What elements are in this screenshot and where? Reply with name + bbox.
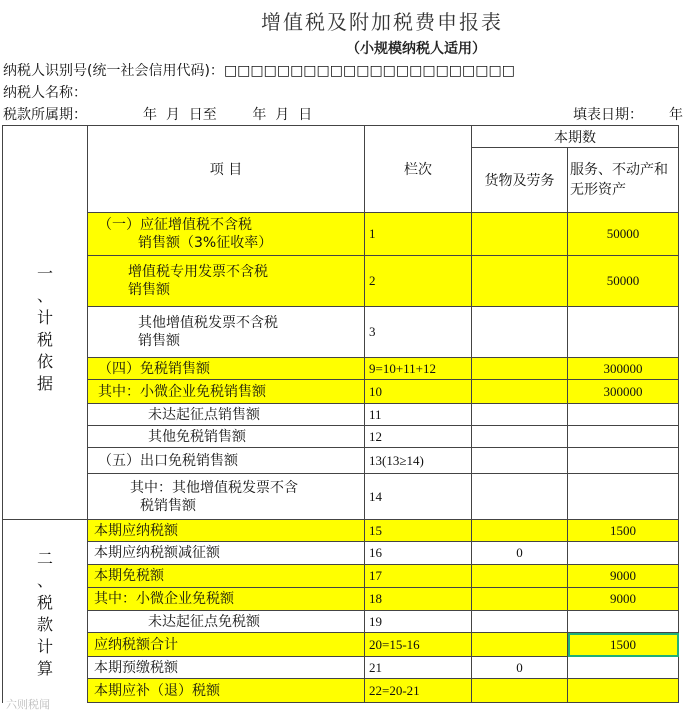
form-subtitle: （小规模纳税人适用） [346, 41, 486, 57]
row-services-3[interactable] [568, 307, 679, 358]
row-goods-17[interactable] [472, 565, 568, 588]
row-goods-22[interactable] [472, 679, 568, 703]
row-item-3: 其他增值税发票不含税 销售额 [88, 307, 365, 358]
period-row [3, 104, 683, 124]
row-item-1: （一）应征增值税不含税 销售额（3%征收率） [88, 213, 365, 256]
row-services-10[interactable]: 300000 [568, 380, 679, 404]
row-goods-3[interactable] [472, 307, 568, 358]
row-goods-12[interactable] [472, 426, 568, 448]
row-services-9[interactable]: 300000 [568, 358, 679, 380]
row-goods-10[interactable] [472, 380, 568, 404]
row-goods-1[interactable] [472, 213, 568, 256]
row-line-11: 11 [365, 404, 472, 426]
row-item-10: 其中：小微企业免税销售额 [88, 380, 365, 404]
row-services-16[interactable] [568, 542, 679, 565]
row-services-12[interactable] [568, 426, 679, 448]
form-title: 增值税及附加税费申报表 [261, 10, 503, 34]
row-services-1[interactable]: 50000 [568, 213, 679, 256]
row-item-20: 应纳税额合计 [88, 633, 365, 657]
row-services-17[interactable]: 9000 [568, 565, 679, 588]
taxpayer-id-boxes[interactable]: □□□□□□□□□□□□□□□□□□□□□□ [223, 63, 515, 79]
row-item-18: 其中：小微企业免税额 [88, 588, 365, 611]
row-line-15: 15 [365, 520, 472, 542]
row-services-2[interactable]: 50000 [568, 256, 679, 307]
col-header-item: 项 目 [88, 126, 365, 213]
row-goods-19[interactable] [472, 611, 568, 633]
col-header-line: 栏次 [365, 126, 472, 213]
col-header-goods: 货物及劳务 [472, 148, 568, 213]
row-services-20[interactable]: 1500 [568, 633, 679, 657]
row-goods-2[interactable] [472, 256, 568, 307]
row-line-19: 19 [365, 611, 472, 633]
taxpayer-name-label: 纳税人名称： [3, 85, 87, 101]
row-line-10: 10 [365, 380, 472, 404]
col-header-current: 本期数 [472, 126, 679, 148]
row-item-17: 本期免税额 [88, 565, 365, 588]
row-line-9: 9=10+11+12 [365, 358, 472, 380]
row-goods-13[interactable] [472, 448, 568, 474]
corner-cell [3, 126, 88, 213]
row-item-9: （四）免税销售额 [88, 358, 365, 380]
row-services-22[interactable] [568, 679, 679, 703]
row-goods-15[interactable] [472, 520, 568, 542]
row-item-12: 其他免税销售额 [88, 426, 365, 448]
declaration-table [2, 125, 679, 703]
row-goods-20[interactable] [472, 633, 568, 657]
row-goods-16[interactable]: 0 [472, 542, 568, 565]
fill-date-label: 填表日期： [573, 107, 643, 123]
row-item-22: 本期应补（退）税额 [88, 679, 365, 703]
period-label: 税款所属期： [3, 107, 87, 123]
watermark: 六则税闻 [6, 698, 50, 711]
section-2-label: 二 、 税 款 计 算 [3, 520, 88, 703]
row-item-16: 本期应纳税额减征额 [88, 542, 365, 565]
row-line-21: 21 [365, 657, 472, 679]
row-line-1: 1 [365, 213, 472, 256]
row-line-2: 2 [365, 256, 472, 307]
row-item-13: （五）出口免税销售额 [88, 448, 365, 474]
col-header-services: 服务、不动产和无形资产 [568, 148, 679, 213]
row-item-21: 本期预缴税额 [88, 657, 365, 679]
row-services-14[interactable] [568, 474, 679, 520]
taxpayer-name-row [3, 82, 87, 102]
row-item-2: 增值税专用发票不含税 销售额 [88, 256, 365, 307]
row-goods-21[interactable]: 0 [472, 657, 568, 679]
row-goods-14[interactable] [472, 474, 568, 520]
row-line-16: 16 [365, 542, 472, 565]
row-services-18[interactable]: 9000 [568, 588, 679, 611]
row-item-11: 未达起征点销售额 [88, 404, 365, 426]
period-value: 年 月 日至 年 月 日 [143, 107, 313, 123]
section-1-label: 一 、 计 税 依 据 [3, 213, 88, 520]
fill-date-tail: 年 [669, 107, 683, 123]
row-services-11[interactable] [568, 404, 679, 426]
taxpayer-id-row [3, 60, 515, 80]
row-line-14: 14 [365, 474, 472, 520]
row-goods-18[interactable] [472, 588, 568, 611]
row-line-17: 17 [365, 565, 472, 588]
row-item-19: 未达起征点免税额 [88, 611, 365, 633]
row-services-15[interactable]: 1500 [568, 520, 679, 542]
row-line-22: 22=20-21 [365, 679, 472, 703]
row-goods-11[interactable] [472, 404, 568, 426]
row-services-13[interactable] [568, 448, 679, 474]
taxpayer-id-label: 纳税人识别号(统一社会信用代码)： [3, 63, 224, 79]
row-line-18: 18 [365, 588, 472, 611]
row-goods-9[interactable] [472, 358, 568, 380]
row-line-13: 13(13≥14) [365, 448, 472, 474]
row-item-15: 本期应纳税额 [88, 520, 365, 542]
row-services-21[interactable] [568, 657, 679, 679]
row-item-14: 其中：其他增值税发票不含 税销售额 [88, 474, 365, 520]
row-line-20: 20=15-16 [365, 633, 472, 657]
row-line-3: 3 [365, 307, 472, 358]
row-services-19[interactable] [568, 611, 679, 633]
row-line-12: 12 [365, 426, 472, 448]
